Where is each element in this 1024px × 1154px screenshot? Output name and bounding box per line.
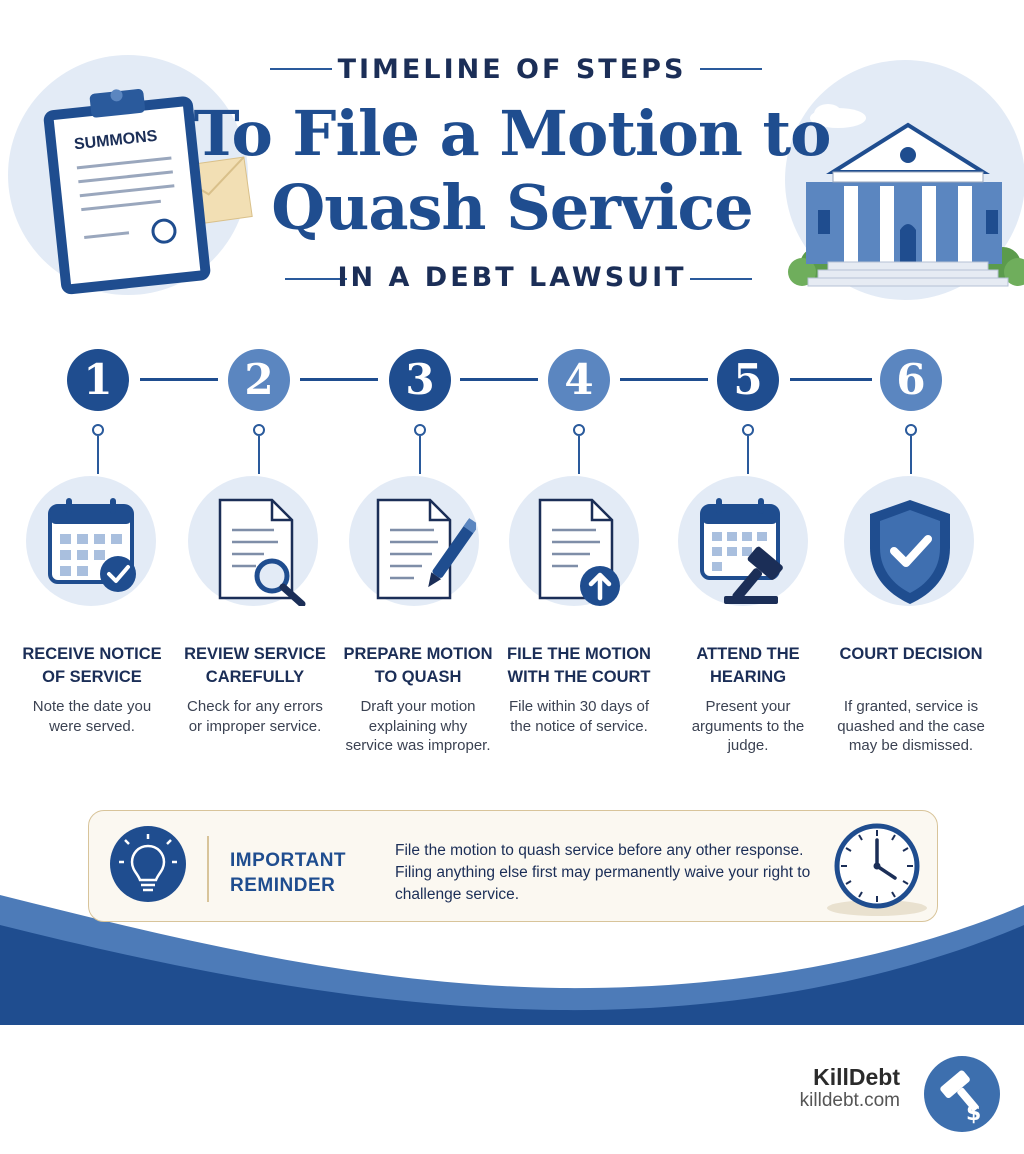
timeline-connector: [460, 378, 538, 381]
step-pin-line: [97, 436, 99, 474]
step-pin-line: [419, 436, 421, 474]
step-title: RECEIVE NOTICE OF SERVICE: [22, 645, 162, 686]
step-pin-line: [910, 436, 912, 474]
shield-check-icon: [864, 496, 956, 608]
step-pin-dot: [92, 424, 104, 436]
step-pin-dot: [573, 424, 585, 436]
timeline-connector: [140, 378, 218, 381]
lightbulb-icon: [110, 824, 190, 904]
step-pin-dot: [905, 424, 917, 436]
step-pin-line: [578, 436, 580, 474]
step-pin-line: [747, 436, 749, 474]
step-title: PREPARE MOTION TO QUASH: [343, 645, 493, 686]
step-number-badge: 3: [389, 349, 451, 411]
calendar-gavel-icon: [698, 496, 814, 608]
step-number-badge: 1: [67, 349, 129, 411]
kicker-text: TIMELINE OF STEPS: [337, 54, 687, 85]
reminder-text: File the motion to quash service before any other response. Filing anything else first may permanently waive your right to challenge service.: [395, 842, 811, 903]
timeline-connector: [300, 378, 378, 381]
brand-name: KillDebt: [813, 1064, 900, 1090]
timeline-connector: [620, 378, 708, 381]
step-title: ATTEND THE HEARING: [696, 645, 800, 686]
step-number-badge: 6: [880, 349, 942, 411]
step-pin-dot: [253, 424, 265, 436]
calendar-check-icon: [46, 496, 142, 592]
step-description: If granted, service is quashed and the case may be dismissed.: [837, 698, 985, 754]
timeline-connector: [790, 378, 872, 381]
step-description: Note the date you were served.: [32, 698, 152, 735]
document-magnifier-icon: [212, 494, 312, 606]
page-title-line-2: Quash Service: [271, 171, 753, 244]
document-pen-icon: [372, 494, 476, 606]
step-pin-dot: [742, 424, 754, 436]
step-number-badge: 4: [548, 349, 610, 411]
step-description: Present your arguments to the judge.: [691, 698, 805, 754]
document-upload-icon: [534, 494, 630, 606]
page-title-line-1: To File a Motion to: [193, 97, 831, 170]
step-pin-dot: [414, 424, 426, 436]
brand-url[interactable]: killdebt.com: [799, 1090, 900, 1111]
step-title: FILE THE MOTION WITH THE COURT: [507, 645, 651, 686]
page-subtitle: IN A DEBT LAWSUIT: [337, 262, 687, 293]
step-number-badge: 5: [717, 349, 779, 411]
step-description: Check for any errors or improper service.: [187, 698, 323, 735]
step-description: File within 30 days of the notice of service.: [508, 698, 650, 735]
svg-text:$: $: [966, 1101, 982, 1126]
step-number-badge: 2: [228, 349, 290, 411]
gavel-dollar-logo-icon: [922, 1054, 1002, 1134]
reminder-divider: [207, 836, 209, 902]
step-title: COURT DECISION: [839, 645, 983, 663]
clock-icon: [822, 820, 932, 920]
reminder-label: IMPORTANT REMINDER: [230, 850, 347, 896]
summons-label: SUMMONS: [73, 127, 159, 154]
step-pin-line: [258, 436, 260, 474]
step-description: Draft your motion explaining why service was improper.: [345, 698, 491, 754]
step-title: REVIEW SERVICE CAREFULLY: [184, 645, 326, 686]
